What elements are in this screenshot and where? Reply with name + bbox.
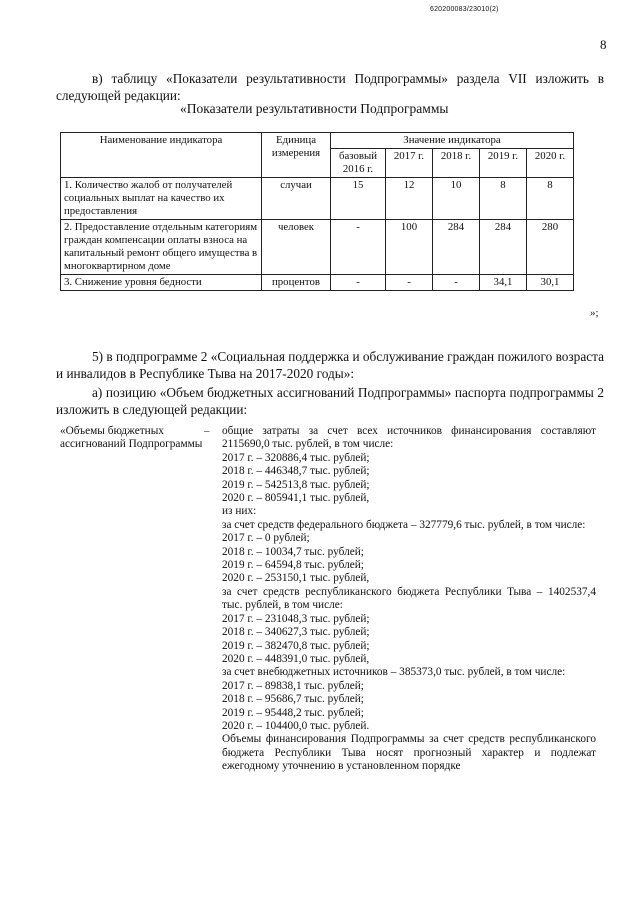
row-unit: процентов xyxy=(262,275,331,291)
table-row xyxy=(61,220,574,275)
row-value: - xyxy=(386,275,433,291)
budget-line: 2017 г. – 231048,3 тыс. рублей; xyxy=(222,612,370,625)
row-unit: человек xyxy=(262,220,331,275)
row-value: 8 xyxy=(527,178,574,220)
header-value: Значение индикатора xyxy=(331,133,574,149)
row-name: 1. Количество жалоб от получателей социальных выплат на качество их предоставления xyxy=(61,178,262,220)
paragraph-a: а) позицию «Объем бюджетных ассигнований Подпрограммы» паспорта подпрограммы 2 изложить в следующей редакции: xyxy=(56,385,604,417)
budget-line: 2019 г. – 95448,2 тыс. рублей; xyxy=(222,706,364,719)
year-2018: 2018 г. xyxy=(433,149,480,178)
row-value: 34,1 xyxy=(480,275,527,291)
budget-line: 2020 г. – 805941,1 тыс. рублей, xyxy=(222,492,370,505)
row-value: - xyxy=(433,275,480,291)
budget-line: за счет средств федерального бюджета – 327779,6 тыс. рублей, в том числе: xyxy=(222,518,586,531)
budget-line: 2019 г. – 382470,8 тыс. рублей; xyxy=(222,639,370,652)
year-2020: 2020 г. xyxy=(527,149,574,178)
page-number: 8 xyxy=(600,37,607,52)
budget-label: «Объемы бюджетных ассигнований Подпрограммы xyxy=(60,425,203,450)
table-row xyxy=(61,178,574,220)
budget-line: 2020 г. – 448391,0 тыс. рублей, xyxy=(222,652,370,665)
budget-line: 2018 г. – 340627,3 тыс. рублей; xyxy=(222,626,370,639)
budget-line: 2017 г. – 320886,4 тыс. рублей; xyxy=(222,451,370,464)
row-value: 30,1 xyxy=(527,275,574,291)
header-unit: Единица измерения xyxy=(262,133,331,178)
budget-line: 2017 г. – 0 рублей; xyxy=(222,532,310,545)
budget-line: 2018 г. – 10034,7 тыс. рублей; xyxy=(222,545,364,558)
row-value: 10 xyxy=(433,178,480,220)
year-2017: 2017 г. xyxy=(386,149,433,178)
budget-details xyxy=(222,425,596,774)
row-value: 284 xyxy=(433,220,480,275)
table-row xyxy=(61,275,574,291)
year-2019: 2019 г. xyxy=(480,149,527,178)
budget-line: за счет средств республиканского бюджета Республики Тыва – 1402537,4 тыс. рублей, в том числе: xyxy=(222,585,596,612)
budget-line: 2019 г. – 64594,8 тыс. рублей; xyxy=(222,559,364,572)
row-name: 2. Предоставление отдельным категориям граждан компенсации оплаты взноса на капитальный ремонт общего имущества в многоквартирном доме xyxy=(61,220,262,275)
table-closing-quote: »; xyxy=(590,307,599,319)
budget-line: за счет внебюджетных источников – 385373,0 тыс. рублей, в том числе: xyxy=(222,666,566,679)
row-value: 8 xyxy=(480,178,527,220)
header-name: Наименование индикатора xyxy=(61,133,262,178)
budget-line: 2018 г. – 446348,7 тыс. рублей; xyxy=(222,465,370,478)
row-value: 15 xyxy=(331,178,386,220)
budget-line: 2019 г. – 542513,8 тыс. рублей; xyxy=(222,478,370,491)
budget-line: 2020 г. – 104400,0 тыс. рублей. xyxy=(222,719,370,732)
indicators-table xyxy=(60,132,574,291)
budget-line: из них: xyxy=(222,505,257,518)
document-id: 620200083/23010(2) xyxy=(430,6,499,13)
row-name: 3. Снижение уровня бедности xyxy=(61,275,262,291)
budget-line: 2018 г. – 95686,7 тыс. рублей; xyxy=(222,693,364,706)
budget-line: общие затраты за счет всех источников финансирования составляют 2115690,0 тыс. рублей, в том числе: xyxy=(222,425,596,451)
paragraph-5: 5) в подпрограмме 2 «Социальная поддержка и обслуживание граждан пожилого возраста и инвалидов в Республике Тыва на 2017-2020 годы»: xyxy=(56,349,604,381)
year-base: базовый 2016 г. xyxy=(331,149,386,178)
row-value: 12 xyxy=(386,178,433,220)
budget-dash: – xyxy=(204,425,210,437)
row-value: 284 xyxy=(480,220,527,275)
table-header-row xyxy=(61,133,574,149)
row-value: - xyxy=(331,220,386,275)
budget-line: 2017 г. – 89838,1 тыс. рублей; xyxy=(222,679,364,692)
budget-line: 2020 г. – 253150,1 тыс. рублей, xyxy=(222,572,370,585)
row-value: 280 xyxy=(527,220,574,275)
row-value: - xyxy=(331,275,386,291)
table-title: «Показатели результативности Подпрограммы xyxy=(180,101,449,116)
row-value: 100 xyxy=(386,220,433,275)
budget-line: Объемы финансирования Подпрограммы за счет средств республиканского бюджета Республики Тыва носят прогнозный характер и подлежат ежегодному уточнению в установленном порядке xyxy=(222,733,596,773)
paragraph-b: в) таблицу «Показатели результативности Подпрограммы» раздела VII изложить в следующей редакции: xyxy=(56,71,604,103)
row-unit: случаи xyxy=(262,178,331,220)
